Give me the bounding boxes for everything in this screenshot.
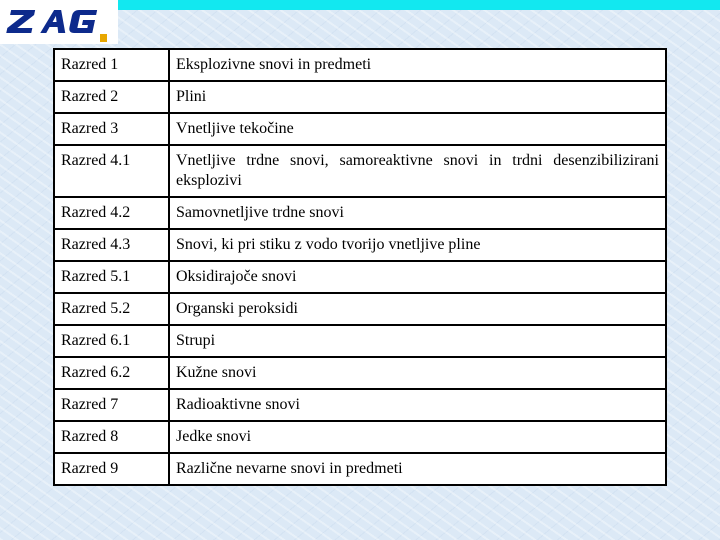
description-cell: Jedke snovi	[169, 421, 666, 453]
class-cell: Razred 5.1	[54, 261, 169, 293]
class-cell: Razred 4.1	[54, 145, 169, 197]
description-cell: Oksidirajoče snovi	[169, 261, 666, 293]
description-cell: Organski peroksidi	[169, 293, 666, 325]
description-cell: Radioaktivne snovi	[169, 389, 666, 421]
class-cell: Razred 4.2	[54, 197, 169, 229]
description-cell: Kužne snovi	[169, 357, 666, 389]
zag-logo	[0, 0, 118, 44]
description-cell: Snovi, ki pri stiku z vodo tvorijo vnetljive pline	[169, 229, 666, 261]
class-cell: Razred 2	[54, 81, 169, 113]
header-accent-bar	[118, 0, 720, 10]
hazard-classes-table-wrapper	[53, 48, 667, 486]
table-row	[54, 293, 666, 325]
table-row	[54, 421, 666, 453]
description-cell: Vnetljive tekočine	[169, 113, 666, 145]
description-cell: Samovnetljive trdne snovi	[169, 197, 666, 229]
table-row	[54, 81, 666, 113]
class-cell: Razred 1	[54, 49, 169, 81]
table-row	[54, 357, 666, 389]
table-row	[54, 261, 666, 293]
hazard-classes-table-body	[54, 49, 666, 485]
zag-logo-mark	[6, 6, 108, 44]
class-cell: Razred 8	[54, 421, 169, 453]
description-cell: Plini	[169, 81, 666, 113]
table-row	[54, 325, 666, 357]
class-cell: Razred 3	[54, 113, 169, 145]
description-cell: Eksplozivne snovi in predmeti	[169, 49, 666, 81]
table-row	[54, 145, 666, 197]
class-cell: Razred 6.2	[54, 357, 169, 389]
description-cell: Vnetljive trdne snovi, samoreaktivne snovi in trdni desenzibilizirani eksplozivi	[169, 145, 666, 197]
class-cell: Razred 6.1	[54, 325, 169, 357]
table-row	[54, 229, 666, 261]
table-row	[54, 113, 666, 145]
description-cell: Različne nevarne snovi in predmeti	[169, 453, 666, 485]
table-row	[54, 389, 666, 421]
class-cell: Razred 9	[54, 453, 169, 485]
table-row	[54, 49, 666, 81]
class-cell: Razred 5.2	[54, 293, 169, 325]
description-cell: Strupi	[169, 325, 666, 357]
table-row	[54, 453, 666, 485]
class-cell: Razred 7	[54, 389, 169, 421]
table-row	[54, 197, 666, 229]
hazard-classes-table	[53, 48, 667, 486]
class-cell: Razred 4.3	[54, 229, 169, 261]
